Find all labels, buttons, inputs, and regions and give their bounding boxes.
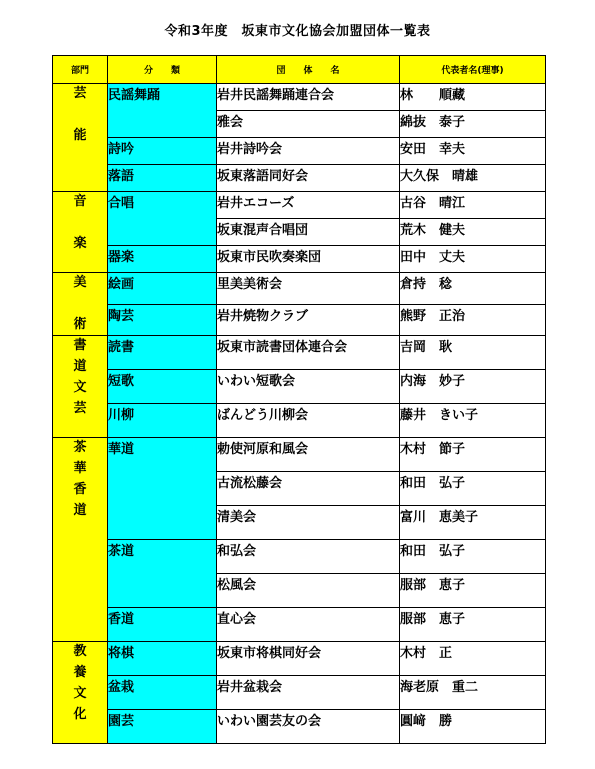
representative-cell: 服部 恵子 (400, 608, 546, 642)
group-name-cell: 坂東落語同好会 (217, 165, 400, 192)
category-cell: 園芸 (108, 710, 217, 744)
group-name-cell: 岩井エコーズ (217, 192, 400, 219)
category-cell: 短歌 (108, 370, 217, 404)
bumon-cell: 音 楽 (53, 192, 108, 273)
table-row (53, 138, 546, 165)
group-name-cell: 里美美術会 (217, 273, 400, 305)
group-name-cell: 和弘会 (217, 540, 400, 574)
representative-cell: 服部 恵子 (400, 574, 546, 608)
group-name-cell: 岩井詩吟会 (217, 138, 400, 165)
table-row (53, 192, 546, 219)
representative-cell: 和田 弘子 (400, 540, 546, 574)
representative-cell: 富川 恵美子 (400, 506, 546, 540)
representative-cell: 綿抜 泰子 (400, 111, 546, 138)
category-cell: 絵画 (108, 273, 217, 305)
group-name-cell: ばんどう川柳会 (217, 404, 400, 438)
header-bunrui: 分 類 (108, 56, 217, 84)
table-row (53, 304, 546, 336)
representative-cell: 林 順藏 (400, 84, 546, 111)
table-row (53, 608, 546, 642)
category-cell: 盆栽 (108, 676, 217, 710)
table-row (53, 710, 546, 744)
table-row (53, 84, 546, 111)
bumon-cell: 美 術 (53, 273, 108, 336)
category-cell: 読書 (108, 336, 217, 370)
category-cell: 香道 (108, 608, 217, 642)
group-name-cell: 岩井焼物クラブ (217, 304, 400, 336)
header-bumon: 部門 (53, 56, 108, 84)
representative-cell: 内海 妙子 (400, 370, 546, 404)
table-header-row (53, 56, 546, 84)
representative-cell: 藤井 きい子 (400, 404, 546, 438)
category-cell: 川柳 (108, 404, 217, 438)
representative-cell: 木村 正 (400, 642, 546, 676)
group-name-cell: 坂東市読書団体連合会 (217, 336, 400, 370)
table-row (53, 676, 546, 710)
group-name-cell: いわい短歌会 (217, 370, 400, 404)
table-row (53, 370, 546, 404)
category-cell: 落語 (108, 165, 217, 192)
group-name-cell: 清美会 (217, 506, 400, 540)
representative-cell: 圓﨑 勝 (400, 710, 546, 744)
representative-cell: 海老原 重二 (400, 676, 546, 710)
table-row (53, 540, 546, 574)
member-groups-table (52, 55, 546, 744)
table-row (53, 336, 546, 370)
group-name-cell: 坂東市将棋同好会 (217, 642, 400, 676)
table-row (53, 642, 546, 676)
representative-cell: 木村 節子 (400, 438, 546, 472)
group-name-cell: 坂東市民吹奏楽団 (217, 246, 400, 273)
category-cell: 詩吟 (108, 138, 217, 165)
bumon-cell: 茶 華 香 道 (53, 438, 108, 642)
representative-cell: 倉持 稔 (400, 273, 546, 305)
category-cell: 民謡舞踊 (108, 84, 217, 138)
group-name-cell: 岩井民謡舞踊連合会 (217, 84, 400, 111)
page-title: 令和3年度 坂東市文化協会加盟団体一覧表 (164, 24, 431, 39)
group-name-cell: 岩井盆栽会 (217, 676, 400, 710)
header-dantai: 団 体 名 (217, 56, 400, 84)
category-cell: 陶芸 (108, 304, 217, 336)
group-name-cell: 松風会 (217, 574, 400, 608)
header-daihyo: 代表者名(理事) (400, 56, 546, 84)
representative-cell: 和田 弘子 (400, 472, 546, 506)
bumon-cell: 芸 能 (53, 84, 108, 192)
category-cell: 器楽 (108, 246, 217, 273)
representative-cell: 大久保 晴雄 (400, 165, 546, 192)
table-row (53, 273, 546, 305)
representative-cell: 古谷 晴江 (400, 192, 546, 219)
representative-cell: 吉岡 耿 (400, 336, 546, 370)
bumon-cell: 書 道 文 芸 (53, 336, 108, 438)
table-row (53, 165, 546, 192)
table-row (53, 438, 546, 472)
category-cell: 合唱 (108, 192, 217, 246)
representative-cell: 荒木 健夫 (400, 219, 546, 246)
category-cell: 茶道 (108, 540, 217, 608)
representative-cell: 熊野 正治 (400, 304, 546, 336)
group-name-cell: 勅使河原和風会 (217, 438, 400, 472)
group-name-cell: いわい園芸友の会 (217, 710, 400, 744)
group-name-cell: 直心会 (217, 608, 400, 642)
group-name-cell: 雅会 (217, 111, 400, 138)
table-row (53, 246, 546, 273)
bumon-cell: 教 養 文 化 (53, 642, 108, 744)
representative-cell: 安田 幸夫 (400, 138, 546, 165)
representative-cell: 田中 丈夫 (400, 246, 546, 273)
group-name-cell: 坂東混声合唱団 (217, 219, 400, 246)
category-cell: 将棋 (108, 642, 217, 676)
table-row (53, 404, 546, 438)
group-name-cell: 古流松藤会 (217, 472, 400, 506)
category-cell: 華道 (108, 438, 217, 540)
